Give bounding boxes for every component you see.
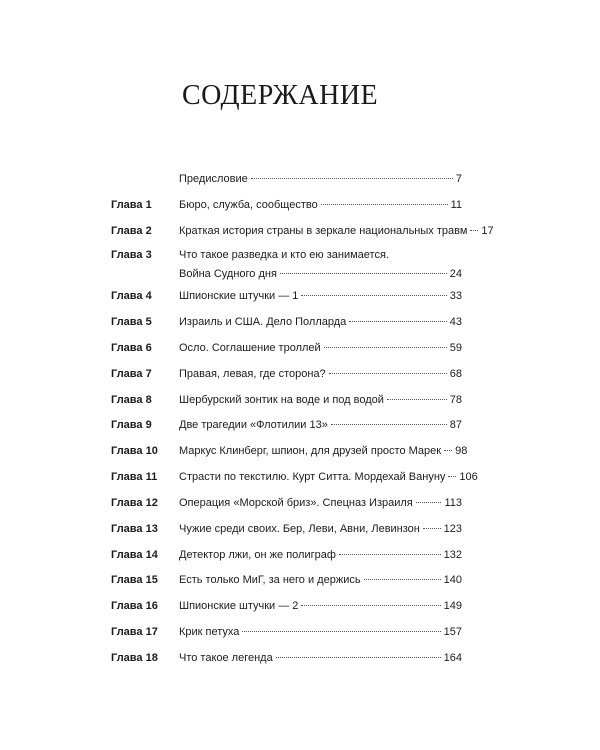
toc-entry-preface [0, 171, 600, 193]
toc-entry-line [179, 495, 462, 511]
toc-entry-chapter-2 [0, 223, 600, 245]
chapter-label: Глава 15 [111, 574, 158, 586]
toc-entry-title: Операция «Морской бриз». Спецназ Израиля [179, 497, 413, 509]
dot-leader [470, 230, 478, 231]
toc-entry-line [179, 469, 478, 485]
toc-page-number: 98 [455, 445, 468, 457]
chapter-label: Глава 8 [111, 394, 152, 406]
toc-page-number: 7 [455, 173, 462, 185]
toc-entry-line [179, 197, 462, 213]
toc-entry-line [179, 598, 462, 614]
chapter-label: Глава 4 [111, 290, 152, 302]
toc-entry-title: Правая, левая, где сторона? [179, 368, 326, 380]
dot-leader [301, 295, 446, 296]
chapter-label: Глава 11 [111, 471, 158, 483]
toc-page-number: 68 [449, 368, 462, 380]
toc-page-number: 11 [450, 199, 462, 211]
toc-entry-title: Война Судного дня [179, 268, 277, 280]
toc-entry-line [179, 624, 462, 640]
toc-entry-chapter-12 [0, 495, 600, 517]
toc-entry-title: Шербурский зонтик на воде и под водой [179, 394, 384, 406]
toc-entry-title: Страсти по текстилю. Курт Ситта. Мордехай Вануну [179, 471, 446, 483]
toc-entry-line [179, 417, 462, 433]
toc-entry-line [179, 392, 462, 408]
toc-entry-title: Израиль и США. Дело Полларда [179, 316, 347, 328]
dot-leader [349, 321, 446, 322]
dot-leader [242, 631, 440, 632]
dot-leader [444, 450, 452, 451]
toc-page-number: 33 [449, 290, 462, 302]
toc-entry-title: Детектор лжи, он же полиграф [179, 549, 336, 561]
toc-entry-chapter-5 [0, 314, 600, 336]
dot-leader [339, 554, 441, 555]
toc-entry-title: Краткая история страны в зеркале национальных травм [179, 225, 468, 237]
dot-leader [416, 502, 442, 503]
toc-entry-line [179, 314, 462, 330]
toc-entry-chapter-16 [0, 598, 600, 620]
toc-entry-line [179, 340, 462, 356]
toc-entry-title: Чужие среди своих. Бер, Леви, Авни, Левинзон [179, 523, 420, 535]
toc-entry-chapter-1 [0, 197, 600, 219]
dot-leader [276, 657, 441, 658]
toc-entry-chapter-18 [0, 650, 600, 672]
toc-entry-title: Маркус Клинберг, шпион, для друзей просто Марек [179, 445, 442, 457]
toc-entry-line [179, 366, 462, 382]
dot-leader [324, 347, 447, 348]
toc-page-number: 87 [449, 419, 462, 431]
dot-leader [329, 373, 447, 374]
chapter-label: Глава 1 [111, 199, 152, 211]
chapter-label: Глава 18 [111, 652, 158, 664]
toc-entry-line [179, 572, 462, 588]
toc-entry-title: Крик петуха [179, 626, 240, 638]
chapter-label: Глава 14 [111, 549, 158, 561]
chapter-label: Глава 12 [111, 497, 158, 509]
dot-leader [321, 204, 448, 205]
toc-page-number: 24 [449, 268, 462, 280]
toc-page-number: 157 [443, 626, 462, 638]
toc-entry-line [179, 266, 462, 282]
dot-leader [251, 178, 453, 179]
toc-entry-line [179, 547, 462, 563]
toc-entry-line [179, 288, 462, 304]
toc-page-number: 78 [449, 394, 462, 406]
toc-page-number: 113 [444, 497, 462, 509]
toc-entry-title: Две трагедии «Флотилии 13» [179, 419, 328, 431]
toc-page-number: 140 [443, 574, 462, 586]
toc-entry-chapter-15 [0, 572, 600, 594]
toc-entry-line [179, 443, 468, 459]
toc-entry-title-line1: Что такое разведка и кто ею занимается. [179, 249, 389, 261]
chapter-label: Глава 10 [111, 445, 158, 457]
toc-entry-line [179, 650, 462, 666]
toc-entry-chapter-8 [0, 392, 600, 414]
toc-entry-title: Бюро, служба, сообщество [179, 199, 318, 211]
toc-entry-chapter-4 [0, 288, 600, 310]
dot-leader [423, 528, 441, 529]
toc-page-number: 59 [449, 342, 462, 354]
chapter-label: Глава 6 [111, 342, 152, 354]
toc-page-number: 132 [443, 549, 462, 561]
chapter-label: Глава 17 [111, 626, 158, 638]
dot-leader [364, 579, 441, 580]
toc-page-number: 106 [459, 471, 478, 483]
toc-entry-chapter-10 [0, 443, 600, 465]
toc-page-number: 149 [443, 600, 462, 612]
chapter-label: Глава 9 [111, 419, 152, 431]
dot-leader [301, 605, 440, 606]
toc-page-number: 164 [443, 652, 462, 664]
toc-page-number: 17 [481, 225, 494, 237]
toc-entry-title: Есть только МиГ, за него и держись [179, 574, 361, 586]
toc-entry-chapter-17 [0, 624, 600, 646]
chapter-label: Глава 16 [111, 600, 158, 612]
chapter-label: Глава 7 [111, 368, 152, 380]
toc-entry-chapter-11 [0, 469, 600, 491]
toc-entry-line [179, 521, 462, 537]
toc-page-number: 123 [443, 523, 462, 535]
toc-entry-title: Шпионские штучки — 2 [179, 600, 299, 612]
chapter-label: Глава 3 [111, 249, 152, 261]
toc-entry-chapter-3 [0, 247, 600, 287]
dot-leader [448, 476, 456, 477]
toc-entry-title: Предисловие [179, 173, 248, 185]
chapter-label: Глава 13 [111, 523, 158, 535]
toc-entry-title: Осло. Соглашение троллей [179, 342, 321, 354]
toc-entry-chapter-9 [0, 417, 600, 439]
toc-entry-title: Что такое легенда [179, 652, 273, 664]
dot-leader [280, 273, 447, 274]
dot-leader [387, 399, 447, 400]
toc-entry-title: Шпионские штучки — 1 [179, 290, 299, 302]
chapter-label: Глава 5 [111, 316, 152, 328]
dot-leader [331, 424, 447, 425]
toc-entry-line [179, 171, 462, 187]
toc-entry-line [179, 247, 462, 263]
toc-entry-chapter-14 [0, 547, 600, 569]
toc-entry-chapter-6 [0, 340, 600, 362]
page-title: СОДЕРЖАНИЕ [182, 80, 379, 111]
chapter-label: Глава 2 [111, 225, 152, 237]
toc-entry-chapter-7 [0, 366, 600, 388]
toc-entry-chapter-13 [0, 521, 600, 543]
toc-page-number: 43 [449, 316, 462, 328]
toc-entry-line [179, 223, 494, 239]
